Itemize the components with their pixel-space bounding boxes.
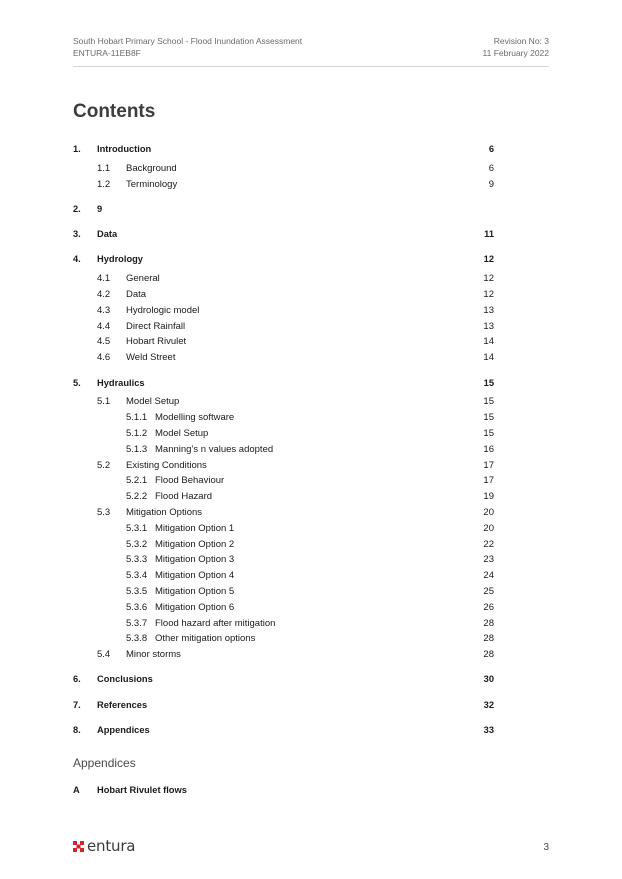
toc-entry-page: 14 xyxy=(483,352,494,364)
toc-entry-title: Hobart Rivulet xyxy=(126,336,187,348)
toc-entry-title: Appendices xyxy=(97,725,150,735)
toc-entry-number: 4.3 xyxy=(97,304,111,316)
toc-entry-number: 1.2 xyxy=(97,178,111,190)
toc-entry-title: Other mitigation options xyxy=(155,633,256,645)
toc-entry-page: 19 xyxy=(483,491,494,503)
toc-entry-page: 9 xyxy=(488,178,494,190)
toc-entry-title: Minor storms xyxy=(126,649,181,661)
toc-entry-page: 28 xyxy=(483,633,494,645)
toc-entry-page: 24 xyxy=(483,570,494,582)
toc-entry[interactable] xyxy=(73,458,494,474)
toc-entry-page: 33 xyxy=(483,725,494,735)
toc-entry-number: 5.3.6 xyxy=(126,601,148,613)
toc-entry-title: Weld Street xyxy=(126,352,176,364)
toc-entry-title: Background xyxy=(126,162,177,174)
toc-entry-page: 26 xyxy=(483,601,494,613)
toc-entry-number: 5.1 xyxy=(97,396,111,408)
toc-entry[interactable] xyxy=(73,410,494,426)
toc-entry[interactable] xyxy=(73,723,494,739)
appendices-heading: Appendices xyxy=(73,756,136,770)
toc-entry-title: Introduction xyxy=(97,144,152,154)
toc-entry-page: 15 xyxy=(483,377,494,388)
toc-entry[interactable] xyxy=(73,303,494,319)
toc-entry-title: Mitigation Option 1 xyxy=(155,522,235,534)
toc-entry-number: 7. xyxy=(73,699,81,710)
toc-entry-number: 4.5 xyxy=(97,336,111,348)
toc-entry-page: 11 xyxy=(484,229,494,240)
toc-entry-number: 5. xyxy=(73,377,81,388)
appendix-title: Hobart Rivulet flows xyxy=(97,785,187,795)
toc-entry[interactable] xyxy=(73,142,494,158)
toc-entry[interactable] xyxy=(73,177,494,193)
toc-entry[interactable] xyxy=(73,161,494,177)
toc-entry-title: Mitigation Option 5 xyxy=(155,585,235,597)
toc-entry-number: 4.6 xyxy=(97,352,111,364)
toc-entry-page: 17 xyxy=(483,475,494,487)
toc-entry-title: Data xyxy=(97,229,118,240)
toc-entry[interactable] xyxy=(73,350,494,366)
toc-entry[interactable] xyxy=(73,252,494,268)
toc-entry[interactable] xyxy=(73,672,494,688)
toc-entry-number: 4.1 xyxy=(97,273,111,285)
toc-entry-page: 22 xyxy=(483,538,494,550)
toc-entry-page: 15 xyxy=(483,396,494,408)
toc-entry-page: 12 xyxy=(483,273,494,285)
toc-entry-title: Direct Rainfall xyxy=(126,320,186,332)
toc-entry-number: 8. xyxy=(73,725,81,735)
toc-entry-number: 4. xyxy=(73,254,81,265)
toc-entry[interactable] xyxy=(73,552,494,568)
toc-entry[interactable] xyxy=(73,537,494,553)
toc-entry-number: 5.1.3 xyxy=(126,443,148,455)
toc-entry[interactable] xyxy=(73,521,494,537)
toc-entry-number: 5.2 xyxy=(97,459,111,471)
toc-entry-title: Manning’s n values adopted xyxy=(155,443,274,455)
page-number: 3 xyxy=(543,842,549,853)
header-date: 11 February 2022 xyxy=(482,48,549,58)
toc-entry-number: 5.1.1 xyxy=(126,412,148,424)
toc-entry-page: 20 xyxy=(483,522,494,534)
toc-entry-title: Modelling software xyxy=(155,412,235,424)
toc-entry[interactable] xyxy=(73,647,494,663)
toc-entry-title: Existing Conditions xyxy=(126,459,207,471)
toc-entry-page: 17 xyxy=(483,459,494,471)
toc-entry-number: 5.3.7 xyxy=(126,617,148,629)
toc-entry-page: 12 xyxy=(483,289,494,301)
toc-entry[interactable] xyxy=(73,319,494,335)
toc-entry-page: 20 xyxy=(483,506,494,518)
toc-entry[interactable] xyxy=(73,376,494,392)
toc-entry-title: Conclusions xyxy=(97,674,153,685)
entura-cross-icon xyxy=(73,841,84,852)
toc-entry-page: 13 xyxy=(483,320,494,332)
toc-entry[interactable] xyxy=(73,271,494,287)
toc-entry-title: Mitigation Option 2 xyxy=(155,538,235,550)
toc-entry-page: 14 xyxy=(483,336,494,348)
toc-entry-number: 4.4 xyxy=(97,320,111,332)
toc-entry-page: 23 xyxy=(483,554,494,566)
toc-entry-title: Model Setup xyxy=(155,427,209,439)
toc-entry-page: 15 xyxy=(483,412,494,424)
header-divider xyxy=(73,66,549,67)
toc-entry[interactable] xyxy=(73,426,494,442)
appendix-letter: A xyxy=(73,785,80,795)
toc-entry[interactable] xyxy=(73,442,494,458)
toc-entry-title: Model Setup xyxy=(126,396,180,408)
toc-entry-title: General xyxy=(126,273,160,285)
toc-entry-number: 5.3.3 xyxy=(126,554,148,566)
toc-entry-title: Data xyxy=(126,289,147,301)
toc-entry-number: 5.3.1 xyxy=(126,522,148,534)
toc-entry[interactable] xyxy=(73,473,494,489)
toc-entry-title: References xyxy=(97,699,148,710)
toc-entry[interactable] xyxy=(73,505,494,521)
toc-entry-page: 13 xyxy=(483,304,494,316)
toc-entry[interactable] xyxy=(73,600,494,616)
logo-wordmark: entura xyxy=(87,837,136,855)
toc-entry-number: 5.2.1 xyxy=(126,475,148,487)
toc-entry-title: Mitigation Options xyxy=(126,506,203,518)
toc-entry-page: 28 xyxy=(483,649,494,661)
toc-entry-title: 9 xyxy=(97,203,103,214)
toc-entry-title: Flood Hazard xyxy=(155,491,213,503)
toc-entry[interactable] xyxy=(73,568,494,584)
table-of-contents xyxy=(73,142,494,739)
toc-entry[interactable] xyxy=(73,227,494,243)
toc-entry[interactable] xyxy=(73,631,494,647)
toc-entry-number: 5.4 xyxy=(97,649,111,661)
header-doc-title: South Hobart Primary School - Flood Inundation Assessment xyxy=(73,36,303,46)
toc-entry-page: 28 xyxy=(483,617,494,629)
toc-entry-page: 6 xyxy=(488,144,494,154)
toc-entry-page: 16 xyxy=(483,443,494,455)
toc-entry[interactable] xyxy=(73,202,494,218)
entura-logo xyxy=(73,838,135,854)
toc-entry-title: Hydraulics xyxy=(97,377,145,388)
toc-entry-number: 3. xyxy=(73,229,81,240)
toc-entry-title: Mitigation Option 4 xyxy=(155,570,235,582)
toc-entry-number: 5.3.2 xyxy=(126,538,148,550)
toc-entry-title: Mitigation Option 6 xyxy=(155,601,235,613)
toc-entry-page: 12 xyxy=(483,254,494,265)
toc-entry-page: 32 xyxy=(483,699,494,710)
toc-entry-page: 25 xyxy=(483,585,494,597)
toc-entry[interactable] xyxy=(73,334,494,350)
toc-entry-number: 5.3.8 xyxy=(126,633,148,645)
toc-entry[interactable] xyxy=(73,489,494,505)
toc-entry[interactable] xyxy=(73,287,494,303)
toc-entry-page: 15 xyxy=(483,427,494,439)
header-doc-id: ENTURA-11EB8F xyxy=(73,48,141,58)
toc-entry-number: 2. xyxy=(73,203,81,214)
toc-entry-number: 6. xyxy=(73,674,81,685)
toc-entry-title: Hydrology xyxy=(97,254,143,265)
toc-entry-title: Flood Behaviour xyxy=(155,475,225,487)
toc-entry-page: 30 xyxy=(483,674,494,685)
toc-entry-number: 5.3.4 xyxy=(126,570,148,582)
toc-entry-number: 1.1 xyxy=(97,162,111,174)
toc-entry-number: 1. xyxy=(73,144,81,154)
toc-entry-title: Flood hazard after mitigation xyxy=(155,617,276,629)
toc-entry-number: 5.1.2 xyxy=(126,427,148,439)
header-revision: Revision No: 3 xyxy=(493,36,549,46)
toc-entry[interactable] xyxy=(73,698,494,714)
toc-entry-title: Terminology xyxy=(126,178,178,190)
page-title: Contents xyxy=(73,101,156,122)
toc-entry-number: 5.2.2 xyxy=(126,491,148,503)
toc-entry[interactable] xyxy=(73,616,494,632)
toc-entry-title: Mitigation Option 3 xyxy=(155,554,235,566)
toc-entry-title: Hydrologic model xyxy=(126,304,200,316)
toc-entry-page: 6 xyxy=(488,162,494,174)
toc-entry[interactable] xyxy=(73,394,494,410)
toc-entry[interactable] xyxy=(73,584,494,600)
toc-entry-number: 5.3 xyxy=(97,506,111,518)
toc-entry-number: 5.3.5 xyxy=(126,585,148,597)
toc-entry-number: 4.2 xyxy=(97,289,111,301)
